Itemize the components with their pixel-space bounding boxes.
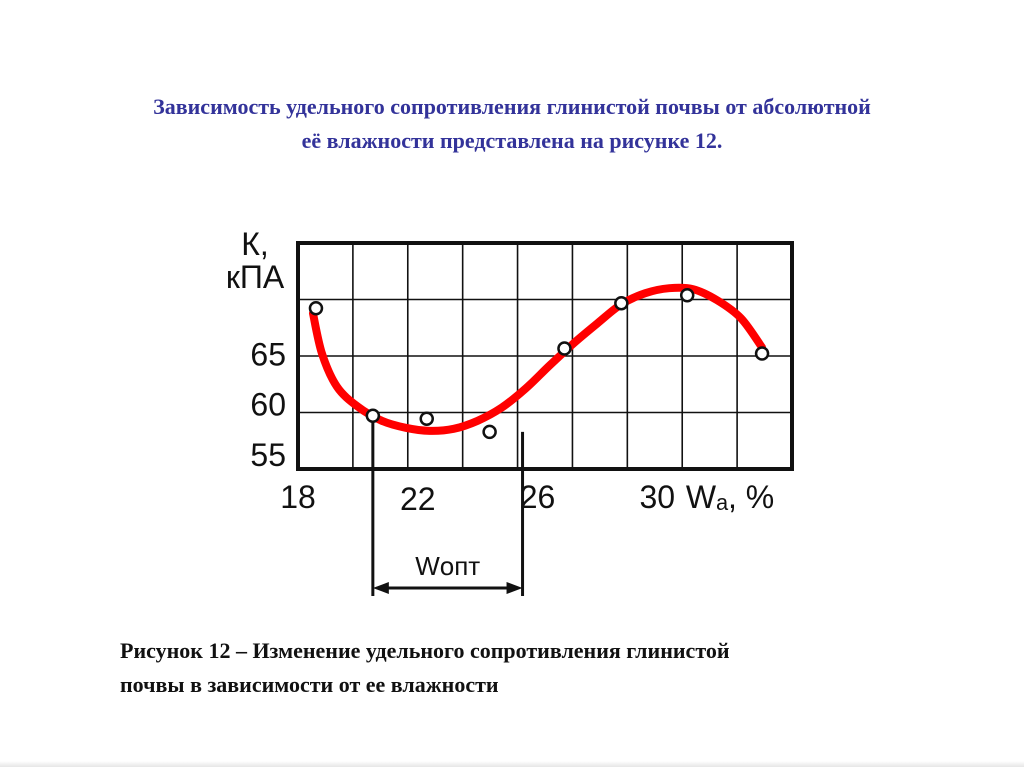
y-tick-label: 65: [250, 336, 286, 373]
y-tick-label: 55: [250, 436, 286, 473]
figure-caption-line1: Рисунок 12 – Изменение удельного сопротивления глинистой: [120, 638, 730, 663]
slide-heading-line1: Зависимость удельного сопротивления глинистой почвы от абсолютной: [153, 94, 871, 119]
data-point: [421, 413, 433, 425]
data-point: [756, 347, 768, 359]
chart-curve-layer: [313, 288, 762, 431]
y-axis-label-line1: К,: [241, 226, 269, 262]
series-curve: [313, 288, 762, 431]
data-point: [681, 289, 693, 301]
figure-caption: [120, 634, 980, 702]
x-tick-label: 26: [519, 479, 556, 515]
figure-caption-line2: почвы в зависимости от ее влажности: [120, 672, 499, 697]
data-point: [615, 297, 627, 309]
wopt-arrowhead-right: [507, 582, 523, 594]
x-tick-label: 22: [399, 481, 436, 517]
data-point: [558, 342, 570, 354]
chart-labels: [226, 226, 774, 517]
y-axis-label-line2: кПА: [225, 259, 285, 295]
wopt-annotation: [373, 419, 523, 596]
chart-points: [310, 289, 768, 438]
wopt-arrowhead-left: [373, 582, 389, 594]
slide-heading-line2: её влажности представлена на рисунке 12.: [301, 128, 723, 153]
x-axis-label: Wₐ, %: [685, 479, 775, 515]
x-tick-label: 18: [280, 479, 316, 515]
data-point: [484, 426, 496, 438]
slide-bottom-edge: [0, 761, 1024, 767]
data-point: [310, 302, 322, 314]
wopt-label: Wопт: [415, 551, 481, 581]
x-tick-label: 30: [639, 479, 676, 515]
y-tick-label: 60: [250, 386, 286, 423]
data-point: [367, 410, 379, 422]
